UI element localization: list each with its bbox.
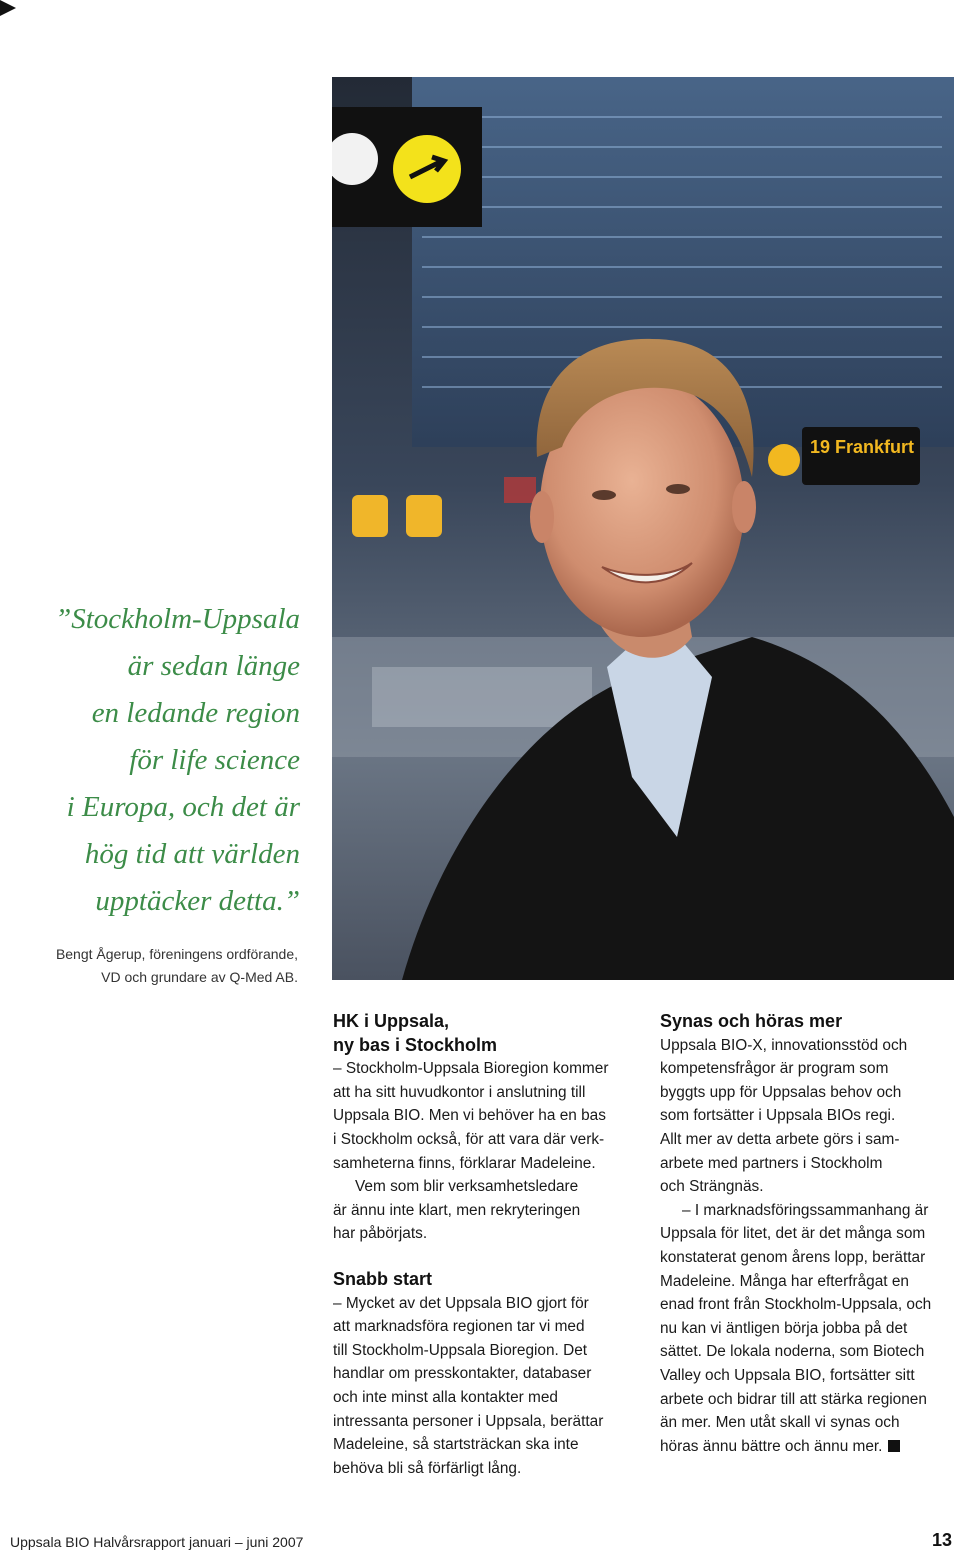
quote-line: är sedan länge [127,650,300,682]
body-line: – Stockholm-Uppsala Bioregion kommer [333,1060,609,1078]
quote-line: hög tid att världen [84,838,300,870]
body-line: Madeleine, så startsträckan ska inte [333,1436,579,1454]
quote-line: i Europa, och det är [66,791,300,823]
quote-line: för life science [129,744,300,776]
body-line: till Stockholm-Uppsala Bioregion. Det [333,1341,588,1359]
quote-line: en ledande region [91,697,300,729]
body-line: att marknadsföra regionen tar vi med [333,1318,585,1336]
body-line: intressanta personer i Uppsala, berättar [333,1412,604,1430]
body-line: Uppsala för litet, det är det många som [660,1225,926,1243]
body-line: i Stockholm också, för att vara där verk- [333,1130,605,1148]
body-line: samheterna finns, förklarar Madeleine. [333,1154,596,1172]
body-line-text: höras ännu bättre och ännu mer. [660,1437,883,1455]
body-line: Vem som blir verksamhetsledare [355,1178,579,1196]
body-line: sättet. De lokala noderna, som Biotech [660,1343,925,1361]
end-of-article-square-icon [888,1440,900,1452]
body-line-last [660,1435,956,1459]
body-line: Allt mer av detta arbete görs i sam- [660,1130,900,1148]
body-line: att ha sitt huvudkontor i anslutning till [333,1083,586,1101]
quote-attribution [40,943,298,989]
board-sign-text: 19 Frankfurt [810,437,915,457]
body-line: kompetensfrågor är program som [660,1060,889,1078]
footer-publication: Uppsala BIO Halvårsrapport januari – juni 2007 [10,1534,304,1550]
body-line: enad front från Stockholm-Uppsala, och [660,1296,932,1314]
body-line: byggts upp för Uppsalas behov och [660,1083,902,1101]
body-line: konstaterat genom årens lopp, berättar [660,1248,926,1266]
heading-line: ny bas i Stockholm [333,1034,498,1055]
body-line: nu kan vi äntligen börja jobba på det [660,1319,908,1337]
body-line: – Mycket av det Uppsala BIO gjort för [333,1294,589,1312]
attribution-line: Bengt Ågerup, föreningens ordförande, [55,946,298,962]
body-line: arbete med partners i Stockholm [660,1154,883,1172]
body-line: Uppsala BIO-X, innovationsstöd och [660,1036,908,1054]
article-column-right [660,1010,956,1458]
body-line: Uppsala BIO. Men vi behöver ha en bas [333,1107,606,1125]
quote-line: ”Stockholm-Uppsala [55,603,300,635]
body-line: som fortsätter i Uppsala BIOs regi. [660,1107,896,1125]
quote-line: upptäcker detta.” [95,885,300,917]
body-line: – I marknadsföringssammanhang är [682,1201,929,1219]
body-line: Madeleine. Många har efterfrågat en [660,1272,909,1290]
section-heading [333,1010,633,1057]
body-line: har påbörjats. [333,1225,428,1243]
body-line: behöva bli så förfärligt lång. [333,1459,522,1477]
article-column-left [333,1010,633,1480]
body-line: och Strängnäs. [660,1178,764,1196]
pull-quote [40,596,300,925]
attribution-line: VD och grundare av Q-Med AB. [101,969,298,985]
body-line: än mer. Men utåt skall vi synas och [660,1414,900,1432]
body-line: handlar om presskontakter, databaser [333,1365,592,1383]
section-heading: Snabb start [333,1268,433,1289]
section-heading: Synas och höras mer [660,1011,843,1031]
body-line: är ännu inte klart, men rekryteringen [333,1201,581,1219]
heading-line: HK i Uppsala, [333,1011,450,1031]
body-line: Valley och Uppsala BIO, fortsätter sitt [660,1366,915,1384]
body-line: och inte minst alla kontakter med [333,1388,558,1406]
page-number: 13 [931,1530,952,1550]
page-marker-arrow-icon [0,0,16,16]
body-line: arbete och bidrar till att stärka regionen [660,1390,927,1408]
portrait-photo [332,77,954,980]
